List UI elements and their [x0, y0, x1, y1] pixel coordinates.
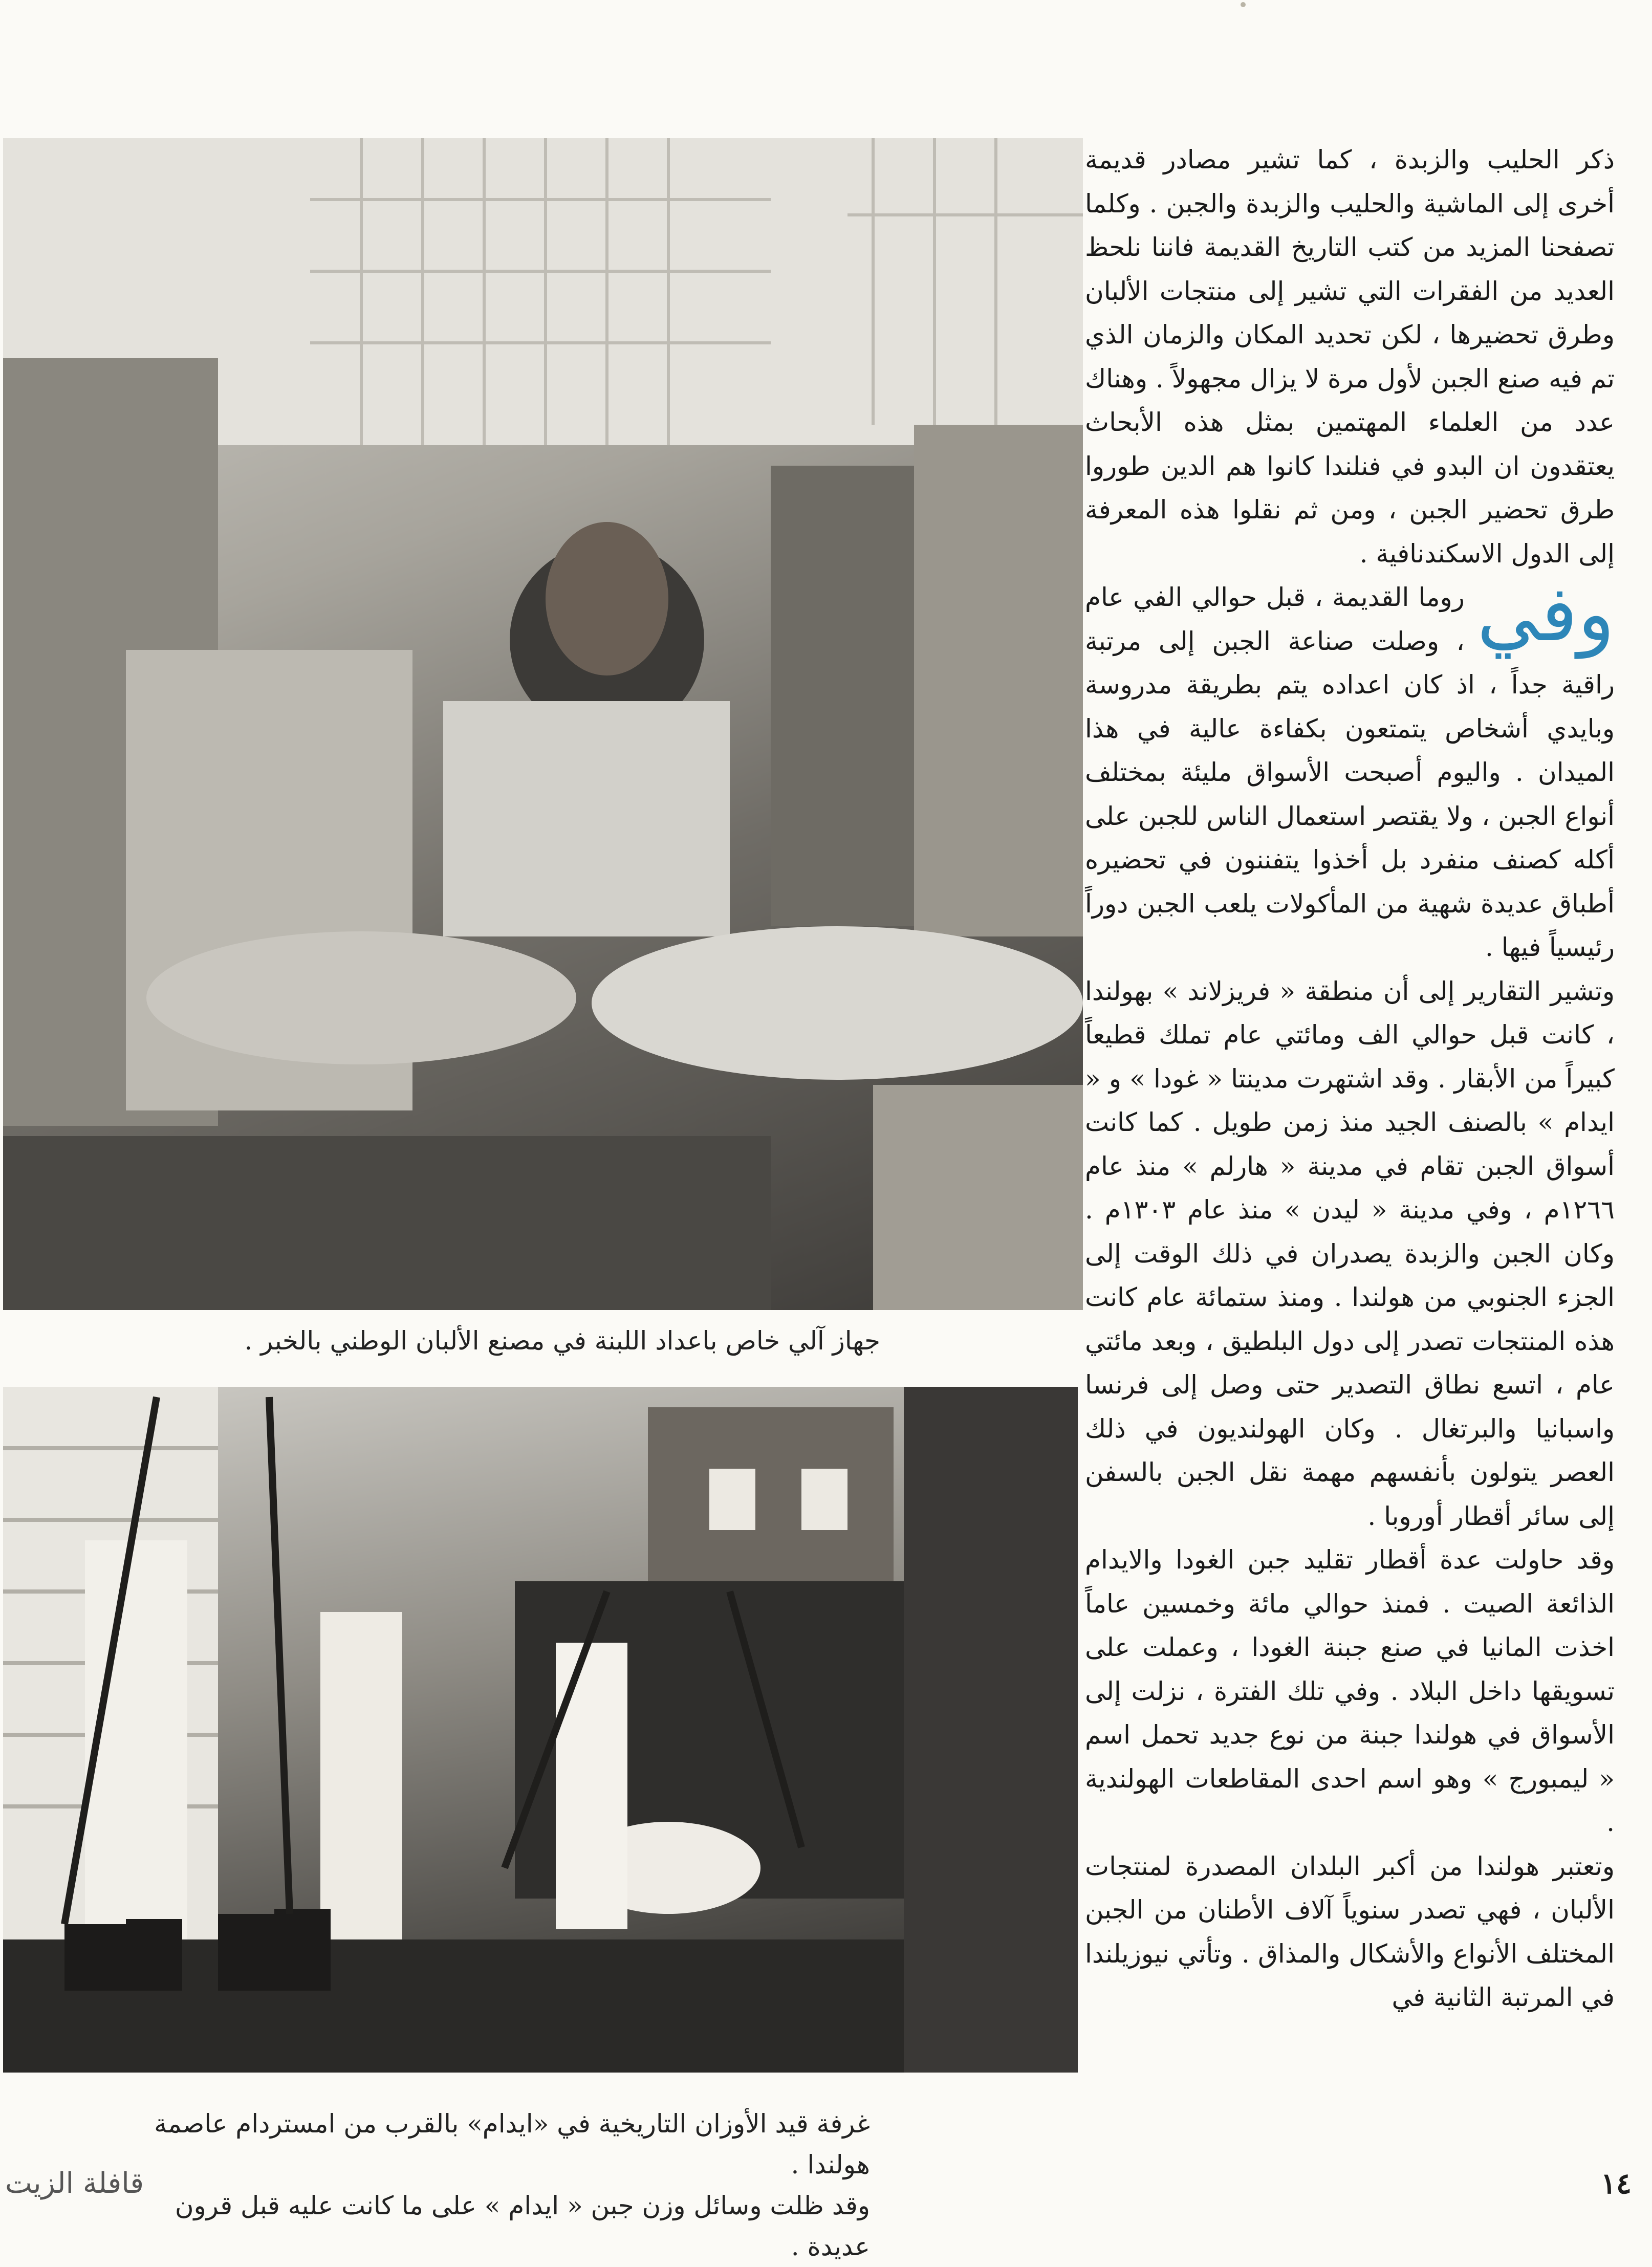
caption-weighing-house-line1: غرفة قيد الأوزان التاريخية في «ايدام» بالقرب من امستردام عاصمة هولندا . [154, 2109, 870, 2179]
article-paragraph: وتشير التقارير إلى أن منطقة « فريزلاند » بهولندا ، كانت قبل حوالي الف ومائتي عام تملك قطيعاً كبيراً من الأبقار . وقد اشتهرت مدينتا « غودا » و « ايدام » بالصنف الجيد منذ زمن طويل . كما كانت أسواق الجبن تقام في مدينة « هارلم » منذ عام ١٢٦٦م ، وفي مدينة « ليدن » منذ عام ١٣٠٣م . وكان الجبن والزبدة يصدران في ذلك الوقت إلى الجزء الجنوبي من هولندا . ومنذ ستمائة عام كانت هذه المنتجات تصدر إلى دول البلطيق ، وبعد مائتي عام ، اتسع نطاق التصدير حتى وصل إلى فرنسا واسبانيا والبرتغال . وكان الهولنديون في ذلك العصر يتولون بأنفسهم مهمة نقل الجبن بالسفن إلى سائر أقطار أوروبا . [1085, 976, 1615, 1531]
photo-dairy-machine [3, 138, 1083, 1310]
photo-weighing-house-illustration [3, 1387, 1078, 2073]
decorative-dot [1241, 2, 1246, 7]
article-dropcap-paragraph [1085, 570, 1615, 970]
caption-weighing-house-line2: وقد ظلت وسائل وزن جبن « ايدام » على ما كانت عليه قبل قرون عديدة . [175, 2191, 870, 2261]
article-column [1085, 138, 1615, 2134]
magazine-name: قافلة الزيت [5, 2167, 144, 2200]
article-paragraph: وتعتبر هولندا من أكبر البلدان المصدرة لمنتجات الألبان ، فهي تصدر سنوياً آلاف الأطنان من الجبن المختلف الأنواع والأشكال والمذاق . وتأتي نيوزيلندا في المرتبة الثانية في [1085, 1851, 1615, 2012]
dropcap-paragraph-text: روما القديمة ، قبل حوالي الفي عام ، وصلت صناعة الجبن إلى مرتبة راقية جداً ، اذ كان اعداده يتم بطريقة مدروسة وبايدي أشخاص يتمتعون بكفاءة عالية في هذا الميدان . واليوم أصبحت الأسواق مليئة بمختلف أنواع الجبن ، ولا يقتصر استعمال الناس للجبن على أكله كصنف منفرد بل أخذوا يتفننون في تحضيره أطباق عديدة شهية من المأكولات يلعب الجبن دوراً رئيسياً فيها . [1085, 582, 1615, 962]
dropcap-word: وفي [1476, 570, 1615, 659]
caption-dairy-machine: جهاز آلي خاص باعداد اللبنة في مصنع الألبان الوطني بالخبر . [244, 1326, 880, 1356]
caption-weighing-house [128, 2103, 870, 2267]
article-paragraph: وقد حاولت عدة أقطار تقليد جبن الغودا والايدام الذائعة الصيت . فمنذ حوالي مائة وخمسين عاماً اخذت المانيا في صنع جبنة الغودا ، وعملت على تسويقها داخل البلاد . وفي تلك الفترة ، نزلت إلى الأسواق في هولندا جبنة من نوع جديد تحمل اسم « ليمبورج » وهو اسم احدى المقاطعات الهولندية . [1085, 1545, 1615, 1837]
page-number: ١٤ [1600, 2167, 1632, 2200]
photo-weighing-house [3, 1387, 1078, 2073]
photo-dairy-machine-illustration [3, 138, 1083, 1310]
article-paragraph: ذكر الحليب والزبدة ، كما تشير مصادر قديمة أخرى إلى الماشية والحليب والزبدة والجبن . وكلما تصفحنا المزيد من كتب التاريخ القديمة فاننا نلحظ العديد من الفقرات التي تشير إلى منتجات الألبان وطرق تحضيرها ، لكن تحديد المكان والزمان الذي تم فيه صنع الجبن لأول مرة لا يزال مجهولاً . وهناك عدد من العلماء المهتمين بمثل هذه الأبحاث يعتقدون ان البدو في فنلندا كانوا هم الدين طوروا طرق تحضير الجبن ، ومن ثم نقلوا هذه المعرفة إلى الدول الاسكندنافية . [1085, 145, 1615, 569]
